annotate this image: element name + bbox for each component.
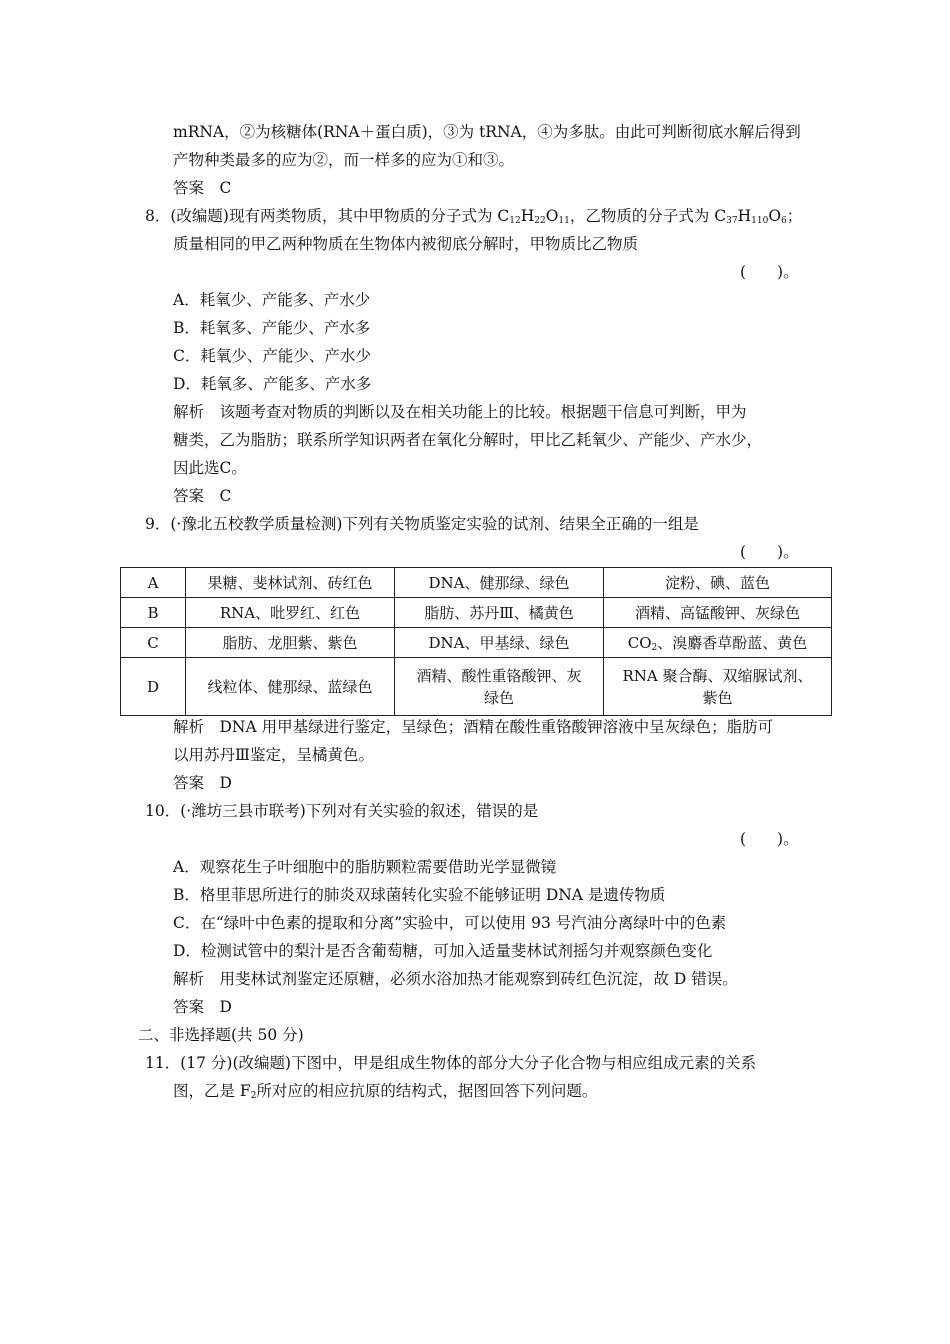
q11-stem-line2: 图，乙是 $F_2$所对应的相应抗原的结构式，据图回答下列问题。 [173, 1082, 598, 1101]
q7-text-line: mRNA，②为核糖体(RNA＋蛋白质)，③为 tRNA，④为多肽。由此可判断彻底水解后得到 [173, 123, 801, 141]
q11-stem: 11．(17 分)(改编题)下图中，甲是组成生物体的部分大分子化合物与相应组成元素的关系 [145, 1054, 757, 1072]
q8-answer-blank: ( )。 [740, 263, 799, 281]
q10-option-c: C．在“绿叶中色素的提取和分离”实验中，可以使用 93 号汽油分离绿叶中的色素 [173, 914, 727, 932]
q10-option-a: A．观察花生子叶细胞中的脂肪颗粒需要借助光学显微镜 [173, 858, 557, 876]
table-cell: 脂肪、龙胆紫、紫色 [186, 628, 395, 658]
q8-analysis-line: 因此选C。 [173, 459, 247, 477]
table-cell: $CO_2$、溴麝香草酚蓝、黄色 [604, 628, 832, 658]
table-cell: DNA、甲基绿、绿色 [395, 628, 604, 658]
table-cell: 线粒体、健那绿、蓝绿色 [186, 658, 395, 716]
table-cell: 酒精、高锰酸钾、灰绿色 [604, 598, 832, 628]
table-row [121, 568, 832, 598]
q8-stem: 8．(改编题)现有两类物质，其中甲物质的分子式为 $C_{12}H_{22}O_{11}$，乙物质的分子式为 $C_{37}H_{110}O_6$； [145, 207, 803, 226]
q9-answer: 答案 D [173, 774, 232, 792]
q8-stem-line2: 质量相同的甲乙两种物质在生物体内被彻底分解时，甲物质比乙物质 [173, 235, 639, 253]
q10-answer: 答案 D [173, 998, 232, 1016]
table-cell: 果糖、斐林试剂、砖红色 [186, 568, 395, 598]
table-row [121, 598, 832, 628]
q9-answer-blank: ( )。 [740, 543, 799, 561]
row-label: D [121, 658, 186, 716]
q8-option-d: D．耗氧多、产能多、产水多 [173, 375, 372, 393]
q8-analysis-line: 糖类，乙为脂肪；联系所学知识两者在氧化分解时，甲比乙耗氧少、产能少、产水少， [173, 431, 763, 449]
q8-option-b: B．耗氧多、产能少、产水多 [173, 319, 371, 337]
q10-answer-blank: ( )。 [740, 830, 799, 848]
q8-answer: 答案 C [173, 487, 232, 505]
section-heading: 二、非选择题(共 50 分) [138, 1026, 304, 1044]
q10-option-b: B．格里菲思所进行的肺炎双球菌转化实验不能够证明 DNA 是遗传物质 [173, 886, 666, 904]
table-cell: RNA、吡罗红、红色 [186, 598, 395, 628]
row-label: C [121, 628, 186, 658]
table-cell: DNA、健那绿、绿色 [395, 568, 604, 598]
q9-analysis-line: 解析 DNA 用甲基绿进行鉴定，呈绿色；酒精在酸性重铬酸钾溶液中呈灰绿色；脂肪可 [173, 718, 774, 736]
q9-analysis-line: 以用苏丹Ⅲ鉴定，呈橘黄色。 [173, 746, 374, 764]
q10-stem: 10．(·潍坊三县市联考)下列对有关实验的叙述，错误的是 [145, 802, 539, 820]
q7-answer: 答案 C [173, 179, 232, 197]
row-label: A [121, 568, 186, 598]
table-cell: 酒精、酸性重铬酸钾、灰 绿色 [395, 658, 604, 716]
q9-stem: 9．(·豫北五校教学质量检测)下列有关物质鉴定实验的试剂、结果全正确的一组是 [145, 515, 699, 533]
table-row [121, 658, 832, 716]
table-cell: RNA 聚合酶、双缩脲试剂、 紫色 [604, 658, 832, 716]
table-cell: 淀粉、碘、蓝色 [604, 568, 832, 598]
q10-option-d: D．检测试管中的梨汁是否含葡萄糖，可加入适量斐林试剂摇匀并观察颜色变化 [173, 942, 713, 960]
q8-option-a: A．耗氧少、产能多、产水少 [173, 291, 371, 309]
q9-options-table [120, 567, 832, 716]
q8-analysis-line: 解析 该题考查对物质的判断以及在相关功能上的比较。根据题干信息可判断，甲为 [173, 403, 747, 421]
q7-text-line: 产物种类最多的应为②，而一样多的应为①和③。 [173, 151, 515, 169]
q10-analysis: 解析 用斐林试剂鉴定还原糖，必须水浴加热才能观察到砖红色沉淀，故 D 错误。 [173, 970, 738, 988]
table-row [121, 628, 832, 658]
q8-option-c: C．耗氧少、产能少、产水少 [173, 347, 371, 365]
row-label: B [121, 598, 186, 628]
table-cell: 脂肪、苏丹Ⅲ、橘黄色 [395, 598, 604, 628]
